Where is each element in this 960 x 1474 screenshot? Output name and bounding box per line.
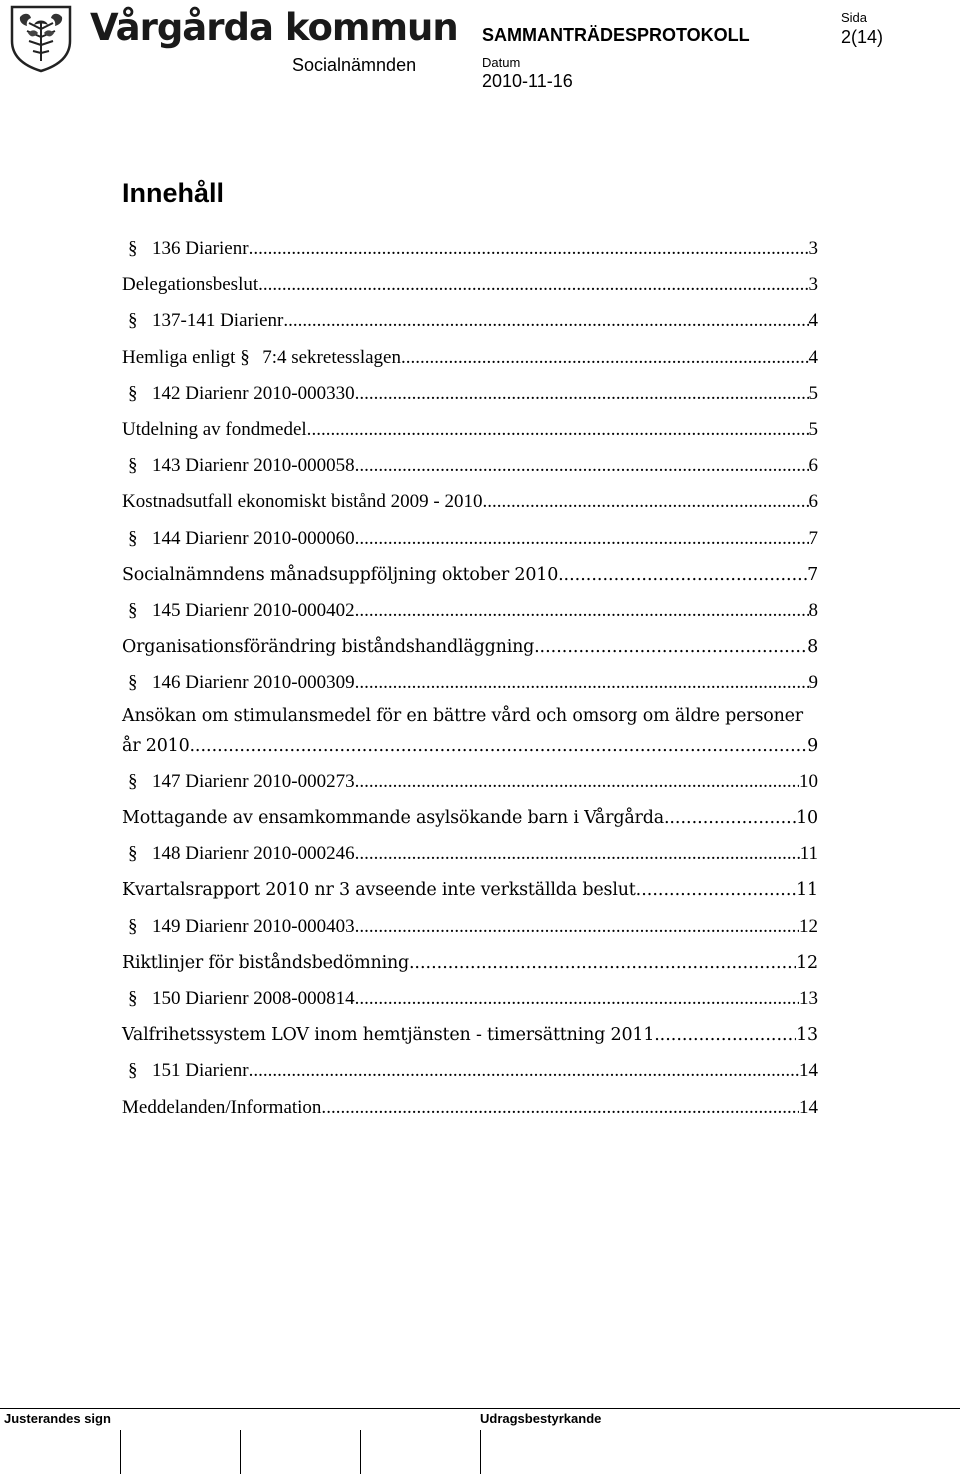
toc-entry-label xyxy=(128,526,359,552)
department-name: Socialnämnden xyxy=(292,55,417,75)
toc-page-number: 4 xyxy=(808,310,818,331)
toc-entry-text: 143 Diarienr 2010-000058. xyxy=(152,455,360,476)
municipal-coat-of-arms-icon xyxy=(6,3,76,73)
toc-leader-dots xyxy=(195,733,807,759)
toc-entry-label xyxy=(128,986,359,1012)
toc-entry-section[interactable] xyxy=(122,526,818,552)
toc-entry-label: Kvartalsrapport 2010 nr 3 avseende inte verkställda beslut xyxy=(122,880,636,900)
section-sign: § xyxy=(240,347,250,368)
toc-entry-label xyxy=(122,345,401,371)
toc-entry-label xyxy=(128,236,249,262)
toc-entry-text: 144 Diarienr 2010-000060. xyxy=(152,528,360,549)
toc-entry-text: 137-141 Diarienr xyxy=(152,310,284,331)
toc-leader-dots xyxy=(326,1095,799,1121)
toc-entry-title[interactable] xyxy=(122,805,818,831)
toc-entry-label: Kostnadsutfall ekonomiskt bistånd 2009 - 2010. xyxy=(122,491,488,512)
toc-leader-dots xyxy=(359,453,808,479)
toc-leader-dots xyxy=(359,526,808,552)
toc-leader-dots xyxy=(249,1058,799,1084)
toc-entry-text: 136 Diarienr xyxy=(152,238,249,259)
page-footer xyxy=(0,1408,960,1474)
toc-entry-title[interactable] xyxy=(122,733,818,759)
toc-page-number: 13 xyxy=(799,988,818,1009)
section-sign: § xyxy=(128,771,138,792)
section-sign: § xyxy=(128,1060,138,1081)
toc-leader-dots xyxy=(263,272,809,298)
toc-entry-title[interactable] xyxy=(122,417,818,443)
toc-entry-section[interactable] xyxy=(122,670,818,696)
toc-leader-dots xyxy=(359,670,808,696)
toc-entry-text: 151 Diarienr xyxy=(152,1060,249,1081)
toc-entry-text: Hemliga enligt xyxy=(122,347,241,368)
toc-entry-title[interactable] xyxy=(122,1022,818,1048)
toc-page-number: 7 xyxy=(807,565,818,585)
toc-entry-section[interactable] xyxy=(122,986,818,1012)
toc-entry-label: Mottagande av ensamkommande asylsökande barn i Vårgårda. xyxy=(122,808,670,828)
toc-entry-label xyxy=(128,670,359,696)
toc-entry-section[interactable] xyxy=(122,841,818,867)
toc-page-number: 14 xyxy=(799,1060,818,1081)
toc-page-number: 10 xyxy=(796,808,818,828)
toc-entry-text: 145 Diarienr 2010-000402. xyxy=(152,600,360,621)
toc-page-number: 12 xyxy=(799,916,818,937)
toc-entry-label xyxy=(128,1058,249,1084)
page-header xyxy=(0,0,960,100)
toc-entry-section[interactable] xyxy=(122,598,818,624)
toc-page-number: 5 xyxy=(808,419,818,440)
toc-entry-section[interactable] xyxy=(122,769,818,795)
signature-box-divider xyxy=(360,1430,361,1474)
toc-leader-dots xyxy=(359,598,808,624)
toc-entry-text: 142 Diarienr 2010-000330. xyxy=(152,383,360,404)
section-sign: § xyxy=(128,916,138,937)
toc-entry-text: 149 Diarienr 2010-000403. xyxy=(152,916,360,937)
toc-leader-dots xyxy=(487,489,808,515)
toc-page-number: 5 xyxy=(808,383,818,404)
toc-entry-label xyxy=(128,381,359,407)
toc-leader-dots xyxy=(359,986,799,1012)
toc-page-number: 9 xyxy=(807,736,818,756)
toc-leader-dots xyxy=(660,1022,796,1048)
page-number-label: Sida xyxy=(841,10,868,25)
section-sign: § xyxy=(128,238,138,259)
toc-entry-title[interactable] xyxy=(122,562,818,588)
toc-page-number: 10 xyxy=(799,771,818,792)
toc-entry-title[interactable] xyxy=(122,272,818,298)
toc-entry-label: Valfrihetssystem LOV inom hemtjänsten - timersättning 2011. xyxy=(122,1025,660,1045)
section-sign: § xyxy=(128,383,138,404)
page-number: 2(14) xyxy=(841,27,884,47)
signature-box-divider xyxy=(240,1430,241,1474)
toc-leader-dots xyxy=(359,914,799,940)
toc-entry-label xyxy=(128,841,359,867)
toc-entry-label xyxy=(128,769,359,795)
toc-entry-title[interactable] xyxy=(122,345,818,371)
toc-page-number: 11 xyxy=(799,843,818,864)
toc-page-number: 6 xyxy=(808,455,818,476)
section-sign: § xyxy=(128,528,138,549)
toc-leader-dots xyxy=(249,236,809,262)
toc-page-number: 8 xyxy=(808,600,818,621)
toc-page-number: 13 xyxy=(796,1025,818,1045)
toc-entry-label xyxy=(128,914,359,940)
toc-page-number: 3 xyxy=(808,238,818,259)
toc-page-number: 11 xyxy=(796,880,818,900)
toc-leader-dots xyxy=(564,562,808,588)
signature-box-divider xyxy=(480,1430,481,1474)
toc-entry-section[interactable] xyxy=(122,1058,818,1084)
municipality-name: Vårgårda kommun xyxy=(90,6,458,49)
toc-entry-label: Riktlinjer för biståndsbedömning. xyxy=(122,953,415,973)
toc-entry-title[interactable] xyxy=(122,634,818,660)
date-label: Datum xyxy=(482,55,521,70)
toc-leader-dots xyxy=(359,841,799,867)
toc-entry-label: Meddelanden/Information. xyxy=(122,1097,327,1118)
toc-entry-title[interactable] xyxy=(122,877,818,903)
section-sign: § xyxy=(128,310,138,331)
toc-leader-dots xyxy=(669,805,796,831)
toc-entry-text: 147 Diarienr 2010-000273. xyxy=(152,771,360,792)
section-sign: § xyxy=(128,455,138,476)
toc-page-number: 6 xyxy=(808,491,818,512)
toc-page-number: 9 xyxy=(808,672,818,693)
toc-entry-label: år 2010. xyxy=(122,736,195,756)
toc-entry-section[interactable] xyxy=(122,381,818,407)
footer-divider xyxy=(0,1408,960,1409)
meeting-date: 2010-11-16 xyxy=(482,71,573,91)
toc-entry-text: 146 Diarienr 2010-000309. xyxy=(152,672,360,693)
toc-entry-label: Organisationsförändring biståndshandläggning. xyxy=(122,637,540,657)
toc-entry-text: 148 Diarienr 2010-000246. xyxy=(152,843,360,864)
toc-leader-dots xyxy=(311,417,808,443)
toc-leader-dots xyxy=(359,769,799,795)
toc-entry-label: Delegationsbeslut. xyxy=(122,274,263,295)
toc-entry-title[interactable] xyxy=(122,1095,818,1121)
toc-entry-label: Utdelning av fondmedel. xyxy=(122,419,312,440)
document-type: SAMMANTRÄDESPROTOKOLL xyxy=(482,25,750,45)
toc-leader-dots xyxy=(283,308,808,334)
toc-entry-text: 7:4 sekretesslagen xyxy=(262,347,401,368)
toc-page-number: 7 xyxy=(808,528,818,549)
toc-entry-title[interactable] xyxy=(122,950,818,976)
toc-page-number: 3 xyxy=(808,274,818,295)
signature-label: Justerandes sign xyxy=(4,1411,111,1426)
toc-leader-dots xyxy=(401,345,809,371)
toc-entry-label xyxy=(128,598,359,624)
section-sign: § xyxy=(128,843,138,864)
toc-leader-dots xyxy=(540,634,808,660)
toc-entry-section[interactable] xyxy=(122,308,818,334)
toc-leader-dots xyxy=(414,950,796,976)
toc-title: Innehåll xyxy=(122,178,225,208)
toc-leader-dots xyxy=(636,877,797,903)
signature-box-divider xyxy=(120,1430,121,1474)
toc-entry-text: 150 Diarienr 2008-000814. xyxy=(152,988,360,1009)
section-sign: § xyxy=(128,988,138,1009)
toc-entry-title[interactable] xyxy=(122,489,818,515)
section-sign: § xyxy=(128,672,138,693)
toc-entry-label xyxy=(128,308,283,334)
toc-entry-section[interactable] xyxy=(122,236,818,262)
toc-entry-label xyxy=(128,453,359,479)
toc-leader-dots xyxy=(359,381,808,407)
toc-entry-wrapped-line[interactable]: Ansökan om stimulansmedel för en bättre vård och omsorg om äldre personer xyxy=(122,706,803,726)
toc-page-number: 4 xyxy=(808,347,818,368)
toc-page-number: 12 xyxy=(796,953,818,973)
toc-entry-section[interactable] xyxy=(122,453,818,479)
toc-entry-section[interactable] xyxy=(122,914,818,940)
extract-certification-label: Udragsbestyrkande xyxy=(480,1411,602,1426)
toc-page-number: 14 xyxy=(799,1097,818,1118)
section-sign: § xyxy=(128,600,138,621)
toc-page-number: 8 xyxy=(807,637,818,657)
toc-entry-label: Socialnämndens månadsuppföljning oktober 2010. xyxy=(122,565,564,585)
